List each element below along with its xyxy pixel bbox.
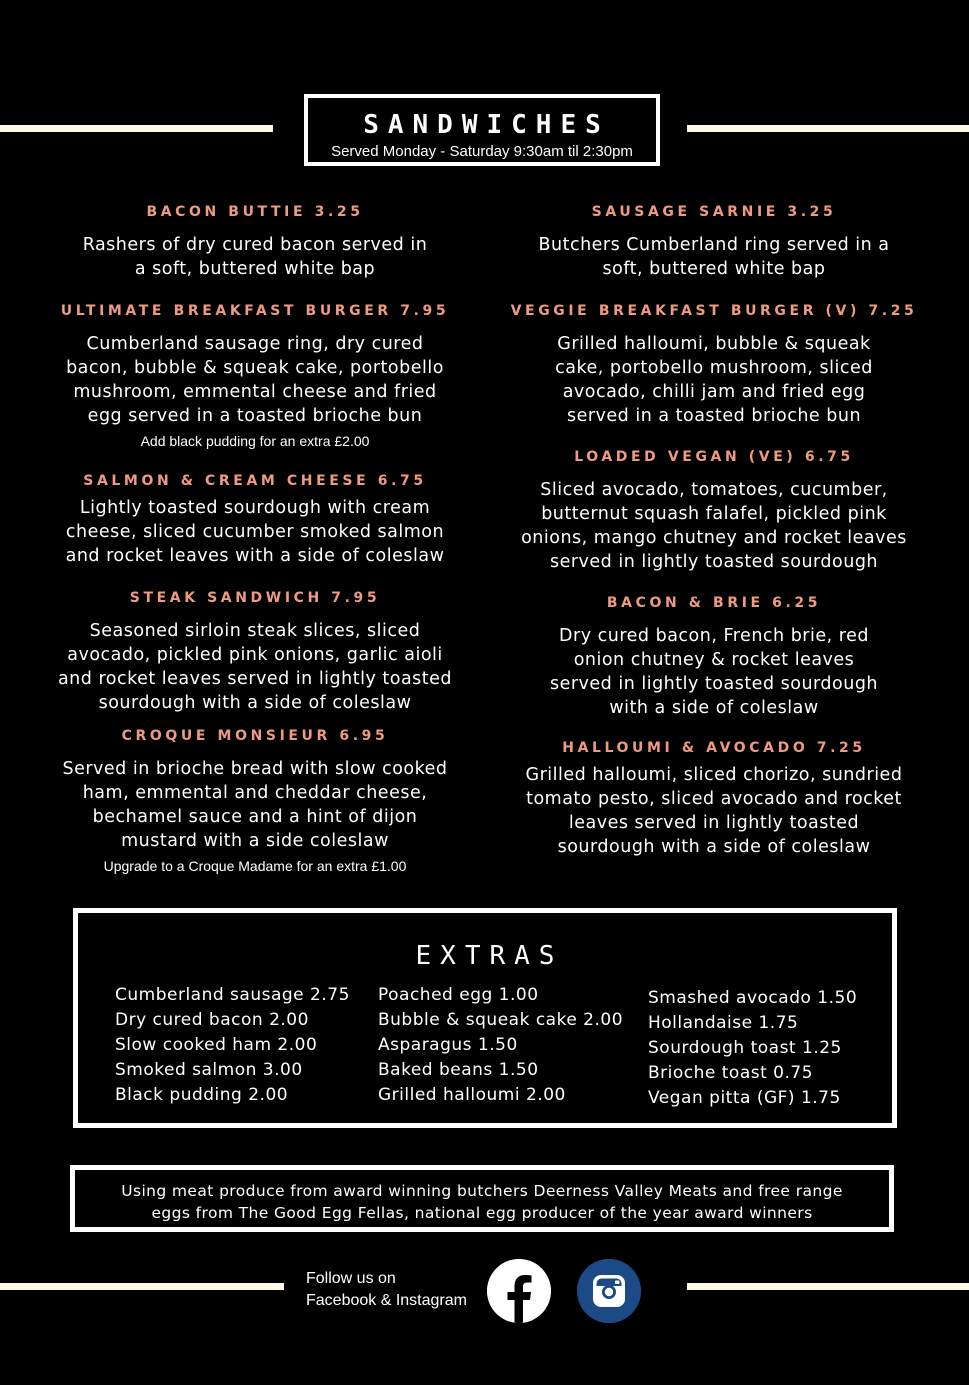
item-heading: STEAK SANDWICH 7.95	[129, 590, 381, 606]
item-description: Served in brioche bread with slow cooked ham, emmental and cheddar cheese, bechamel sauce and a hint of dijon mustard with a side coleslaw	[62, 759, 448, 851]
facebook-icon[interactable]	[487, 1259, 551, 1323]
page-title: SANDWICHES	[363, 110, 610, 140]
menu-item-bacon-buttie	[30, 203, 480, 281]
extras-title: EXTRAS	[415, 941, 564, 971]
item-heading: HALLOUMI & AVOCADO 7.25	[562, 740, 866, 756]
extras-item: Bubble & squeak cake 2.00	[378, 1010, 624, 1030]
menu-item-bacon-brie	[492, 594, 936, 720]
item-heading: ULTIMATE BREAKFAST BURGER 7.95	[60, 303, 450, 319]
menu-item-steak-sandwich	[30, 589, 480, 715]
item-description: Dry cured bacon, French brie, red onion chutney & rocket leaves served in lightly toasted sourdough with a side of coleslaw	[549, 626, 879, 718]
menu-item-sausage-sarnie	[492, 203, 936, 281]
menu-item-loaded-vegan	[492, 448, 936, 574]
item-heading: BACON & BRIE 6.25	[606, 595, 822, 611]
supplier-info-line: eggs from The Good Egg Fellas, national egg producer of the year award winners	[151, 1204, 813, 1222]
page-subtitle: Served Monday - Saturday 9:30am til 2:30pm	[331, 143, 633, 160]
extras-item: Vegan pitta (GF) 1.75	[648, 1088, 841, 1108]
extras-column-1	[115, 983, 350, 1108]
title-box	[304, 94, 660, 166]
extras-item: Black pudding 2.00	[115, 1085, 289, 1105]
menu-item-croque-monsieur	[30, 727, 480, 875]
item-heading: SAUSAGE SARNIE 3.25	[591, 204, 837, 220]
instagram-icon[interactable]	[577, 1259, 641, 1323]
menu-item-salmon-cream-cheese	[30, 472, 480, 568]
item-description: Cumberland sausage ring, dry cured bacon, bubble & squeak cake, portobello mushroom, emmental cheese and fried egg served in a toasted brioche bun	[66, 334, 444, 426]
supplier-info-line: Using meat produce from award winning butchers Deerness Valley Meats and free range	[121, 1182, 843, 1200]
menu-item-ultimate-breakfast-burger	[30, 302, 480, 450]
extras-item: Smashed avocado 1.50	[648, 988, 858, 1008]
extras-item: Poached egg 1.00	[378, 985, 539, 1005]
extras-box	[73, 908, 897, 1128]
extras-item: Baked beans 1.50	[378, 1060, 539, 1080]
extras-item: Slow cooked ham 2.00	[115, 1035, 318, 1055]
extras-item: Sourdough toast 1.25	[648, 1038, 842, 1058]
item-description: Grilled halloumi, bubble & squeak cake, portobello mushroom, sliced avocado, chilli jam and fried egg served in a toasted brioche bun	[555, 334, 873, 426]
item-description: Grilled halloumi, sliced chorizo, sundried tomato pesto, sliced avocado and rocket leaves served in lightly toasted sourdough with a side of coleslaw	[525, 765, 903, 857]
item-heading: SALMON & CREAM CHEESE 6.75	[83, 473, 427, 489]
item-description: Sliced avocado, tomatoes, cucumber, butternut squash falafel, pickled pink onions, mango chutney and rocket leaves served in lightly toasted sourdough	[521, 480, 907, 572]
item-heading: BACON BUTTIE 3.25	[146, 204, 364, 220]
header-rule-right	[687, 125, 969, 132]
item-note: Add black pudding for an extra £2.00	[140, 433, 370, 449]
item-description: Butchers Cumberland ring served in a soft, buttered white bap	[538, 235, 890, 279]
extras-column-3	[648, 986, 857, 1111]
item-heading: VEGGIE BREAKFAST BURGER (V) 7.25	[510, 303, 918, 319]
item-heading: LOADED VEGAN (VE) 6.75	[574, 449, 854, 465]
extras-item: Hollandaise 1.75	[648, 1013, 799, 1033]
item-description: Lightly toasted sourdough with cream cheese, sliced cucumber smoked salmon and rocket leaves with a side of coleslaw	[65, 498, 445, 566]
extras-item: Grilled halloumi 2.00	[378, 1085, 566, 1105]
extras-item: Asparagus 1.50	[378, 1035, 518, 1055]
header-rule-left	[0, 125, 273, 132]
supplier-info-box	[70, 1165, 894, 1232]
menu-item-veggie-breakfast-burger	[492, 302, 936, 428]
item-heading: CROQUE MONSIEUR 6.95	[121, 728, 389, 744]
menu-item-halloumi-avocado	[492, 739, 936, 859]
extras-item: Cumberland sausage 2.75	[115, 985, 350, 1005]
extras-item: Smoked salmon 3.00	[115, 1060, 303, 1080]
item-note: Upgrade to a Croque Madame for an extra £1.00	[103, 858, 407, 874]
footer-rule-left	[0, 1283, 284, 1290]
item-description: Rashers of dry cured bacon served in a soft, buttered white bap	[82, 235, 428, 279]
follow-us-text: Follow us on Facebook & Instagram	[306, 1270, 467, 1309]
footer-rule-right	[687, 1283, 969, 1290]
extras-item: Dry cured bacon 2.00	[115, 1010, 309, 1030]
item-description: Seasoned sirloin steak slices, sliced avocado, pickled pink onions, garlic aioli and rocket leaves served in lightly toasted sourdough with a side of coleslaw	[57, 621, 453, 713]
extras-item: Brioche toast 0.75	[648, 1063, 814, 1083]
extras-column-2	[378, 983, 623, 1108]
